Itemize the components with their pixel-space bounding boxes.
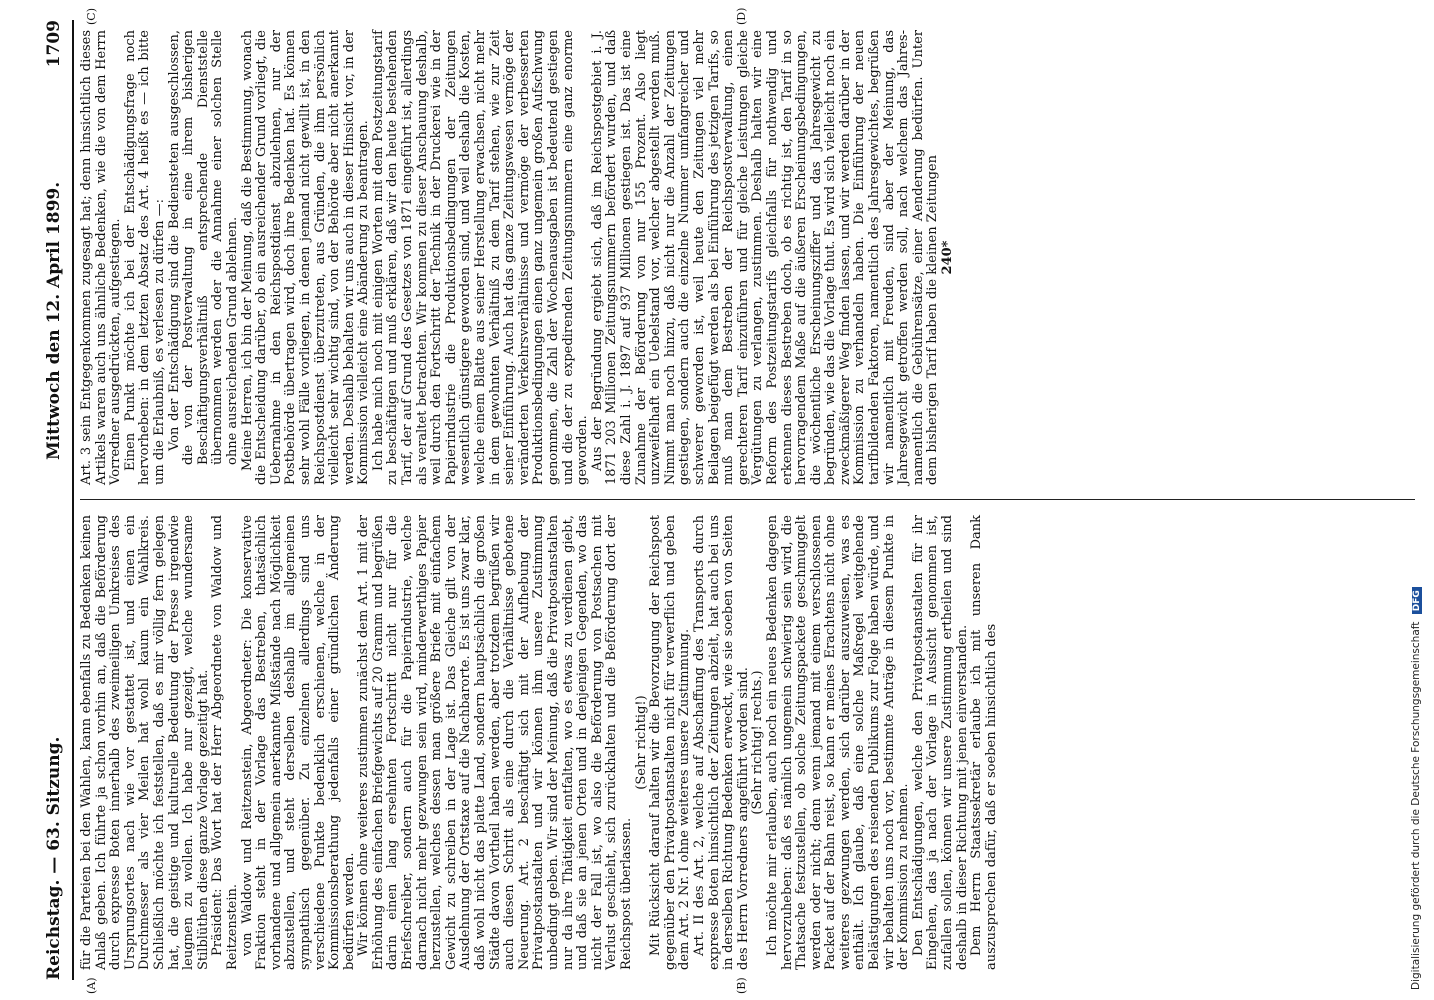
header-rule [72, 20, 74, 980]
paragraph: Von der Entschädigung sind die Bediensteten ausgeschlossen, die von der Postverwaltung in eine ihrem bisherigen Beschäftigungsverhältniß entsprechende Dienststelle übernommen werden oder die Annahme einer solchen Stelle ohne ausreichenden Grund ablehnen. [166, 30, 240, 465]
column-left [80, 515, 999, 970]
paragraph: (Sehr richtig!) [633, 695, 649, 790]
paragraph: Art. 3 sein Entgegenkommen zugesagt hat; denn hinsichtlich dieses Artikels waren auch uns ähnliche Bedenken, wie die von dem Herrn Vorredner ausgedrückten, aufgestiegen. [79, 30, 124, 485]
paragraph: Den Entschädigungen, welche den Privatpostanstalten für ihr Eingehen, das ja nach der Vorlage in Aussicht genommen ist, zufallen sollen, können wir unsere Zustimmung ertheilen und sind deshalb in dieser Richtung mit jenen einverstanden. [910, 515, 970, 970]
paragraph: (Sehr richtig! rechts.) [750, 670, 766, 815]
paragraph: von Waldow und Reitzenstein, Abgeordneter: Die konservative Fraktion steht in der Vorlage das Bestreben, thatsächlich vorhandene und allgemein anerkannte Mißstände nach Möglichkeit abzustellen, und steht derselben deshalb im allgemeinen sympathisch gegenüber. Zu einzelnen allerdings sind uns verschiedene Punkte bedenklich erschienen, welche in der Kommissionsberathung jedenfalls einer gründlichen Änderung bedürfen werden. [239, 515, 357, 970]
paragraph: Aus der Begründung ergiebt sich, daß im Reichspostgebiet i. J. 1871 203 Millionen Zeitungsnummern befördert wurden, und daß diese Zahl i. J. 1897 auf 937 Millionen gestiegen ist. Das ist eine Zunahme der Beförderung von nur 155 Prozent. Also liegt unzweifelhaft ein Uebelstand vor, welcher abgestellt werden muß. Nimmt man noch hinzu, daß nicht nur die Anzahl der Zeitungen gestiegen, sondern auch die einzelne Nummer umfangreicher und schwerer geworden ist, weil heute den Zeitungen viel mehr Beilagen beigefügt werden als bei Einführung des jetzigen Tarifs, so muß man dem Bestreben der Reichspostverwaltung, einen gerechteren Tarif einzuführen und für gleiche Leistungen gleiche Vergütungen zu verlangen, zustimmen. Deshalb halten wir eine Reform des Postzeitungstarifs gleichfalls für nothwendig und erkennen dieses Bestreben doch, ob es richtig ist, den Tarif in so hervorragendem Maße auf die äußeren Erscheinungsbedingungen, die wöchentliche Erscheinungsziffer und das Jahresgewicht zu begründen, wie das die Vorlage thut. Es wird sich vielleicht noch ein zweckmäßigerer Weg finden lassen, und wir werden darüber in der Kommission zu verhandeln haben. Die Einführung der neuen tarifbildenden Faktoren, namentlich des Jahresgewichtes, begrüßen wir namentlich mit Freuden, sind aber der Meinung, das Jahresgewicht getroffen werden soll, nach welchem das Jahres- namentlich die Gebührensätze, einer Aenderung bedürfen. Unter dem bisherigen Tarif haben die kleinen Zeitungen [589, 30, 941, 485]
paragraph: Mit Rücksicht darauf halten wir die Bevorzugung der Reichspost gegenüber den Privatpostanstalten nicht für verwerflich und geben dem Art. 2 Nr. I ohne weiteres unsere Zustimmung. [648, 515, 693, 970]
paragraph: Einen Punkt möchte ich bei der Entschädigungsfrage noch hervorheben: in dem letzten Absatz des Art. 4 heißt es — ich bitte um die Erlaubniß, es verlesen zu dürfen —: [122, 30, 167, 485]
paragraph: Meine Herren, ich bin der Meinung, daß die Bestimmung, wonach die Entscheidung darüber, ob ein ausreichender Grund vorliegt, die Uebernahme in den Reichspostdienst abzulehnen, nur der Postbehörde übertragen wird, doch ihre Bedenken hat. Es können sehr wohl Fälle vorliegen, in denen jemand nicht gewillt ist, in den Reichspostdienst überzutreten, aus Gründen, die ihm persönlich vielleicht sehr wichtig sind, von der Behörde aber nicht anerkannt werden. Deshalb behalten wir uns auch in dieser Hinsicht vor, in der Kommission vielleicht eine Abänderung zu beantragen. [239, 30, 372, 485]
running-header [40, 20, 70, 980]
paragraph: Wir können ohne weiteres zustimmen zunächst dem Art. 1 mit der Erhöhung des einfachen Briefgewichts auf 20 Gramm und begrüßen darin einen lang ersehnten Fortschritt nicht nur für die Briefschreiber, sondern auch für die Papierindustrie, welche darnach nicht mehr gezwungen sein wird, minderwerthiges Papier herzustellen, welches dessen man größere Briefe mit einfachem Gewicht zu schreiben in der Lage ist. Das Gleiche gilt von der Ausdehnung der Ortstaxe auf die Nachbarorte. Es ist uns zwar klar, daß wohl nicht das platte Land, sondern hauptsächlich die großen Städte davon Vortheil haben werden, aber trotzdem begrüßen wir auch diesen Schritt als eine durch die Verhältnisse gebotene Neuerung. Art. 2 beschäftigt sich mit der Aufhebung der Privatpostanstalten und wir können ihm unsere Zustimmung unbedingt geben. Wir sind der Meinung, daß die Privatpostanstalten nur da ihre Thätigkeit entfalten, wo es etwas zu verdienen giebt, und daß sie an jenen Orten und in denjenigen Gegenden, wo das nicht der Fall ist, wo also die Beförderung von Postsachen mit Verlust geschieht, sich zurückhalten und die Beförderung dort der Reichspost überlassen. [356, 515, 634, 970]
paragraph: Art. II des Art. 2, welche auf Abschaffung des Transports durch expresse Boten hinsichtlich der Zeitungen abzielt, hat auch bei uns in derselben Richtung Bedenken erweckt, wie sie soeben von Seiten des Herrn Vorredners angeführt worden sind. [691, 515, 751, 970]
paragraph: für die Parteien bei den Wahlen, kann ebenfalls zu Bedenken keinen Anlaß geben. Ich führte ja schon vorhin an, daß die Beförderung durch expresse Boten innerhalb des zweimeiligen Umkreises des Ursprungsortes nach wie vor gestattet ist, und einen ein Durchmesser als vier Meilen hat wohl kaum ein Wahlkreis. Schließlich möchte ich feststellen, daß es mir völlig fern gelegen hat, die geistige und kulturelle Bedeutung der Presse irgendwie leugnen zu wollen. Ich habe nur gezeigt, welche wundersame Stilblüthen diese ganze Vorlage gezeitigt hat. [79, 515, 211, 970]
dfg-logo: DFG [1412, 587, 1422, 614]
paragraph: Dem Herrn Staatssekretär erlaube ich mit unseren Dank auszusprechen dafür, daß er soeben hinsichtlich des [969, 515, 999, 970]
header-left: Reichstag. — 63. Sitzung. [44, 736, 64, 980]
column-divider [80, 499, 1415, 500]
digitization-note [1410, 0, 1434, 1000]
header-center: Mittwoch den 12. April 1899. [44, 181, 64, 460]
margin-mark-d: (D) [735, 7, 748, 25]
paragraph: Ich habe mich noch mit einigen Worten mit dem Postzeitungstarif zu beschäftigen und muß erklären, daß wir den heute bestehenden Tarif, der auf Grund des Gesetzes von 1871 eingeführt ist, allerdings als veraltet betrachten. Wir kommen zu dieser Anschauung deshalb, weil durch den Fortschritt der Technik in der Druckerei wie in der Papierindustrie die Produktionsbedingungen der Zeitungen wesentlich günstigere geworden sind, und weil deshalb die Kosten, welche einem Blatte aus seiner Herstellung erwachsen, nicht mehr in dem gewohnten Verhältniß zu dem Tarif stehen, wie zur Zeit seiner Einführung. Auch hat das ganze Zeitungswesen vermöge der veränderten Verkehrsverhältnisse und vermöge der verbesserten Produktionsbedingungen einen ganz ungemein großen Aufschwung genommen, die Zahl der Wochenausgaben ist bedeutend gestiegen und die der zu expedirenden Zeitungsnummern eine ganz enorme geworden. [370, 30, 591, 485]
digitization-note-text: Digitalisierung gefördert durch die Deutsche Forschungsgemeinschaft [1410, 621, 1422, 990]
margin-mark-a: (A) [85, 977, 98, 994]
paragraph: Präsident: Das Wort hat der Herr Abgeordnete von Waldow und Reitzenstein. [210, 515, 240, 970]
margin-mark-c: (C) [85, 8, 98, 25]
paragraph: Ich möchte mir erlauben, auch noch ein neues Bedenken dagegen hervorzuheben: daß es nämlich ungemein schwierig sein wird, die Thatsache festzustellen, ob solche Zeitungspackete geschmuggelt werden oder nicht; denn wenn jemand mit einem verschlossenen Packet auf der Bahn reist, so kann er meines Erachtens nicht ohne weiteres gezwungen werden, sich darüber auszuweisen, was es enthält. Ich glaube, daß eine solche Maßregel weitgehende Belästigungen des reisenden Publikums zur Folge haben würde, und wir behalten uns noch vor, bestimmte Anträge in diesem Punkte in der Kommission zu nehmen. [764, 515, 912, 970]
margin-mark-b: (B) [735, 977, 748, 994]
header-page-number: 1709 [44, 20, 64, 68]
column-right [80, 30, 956, 485]
footer-signature-mark: 240* [940, 240, 956, 275]
